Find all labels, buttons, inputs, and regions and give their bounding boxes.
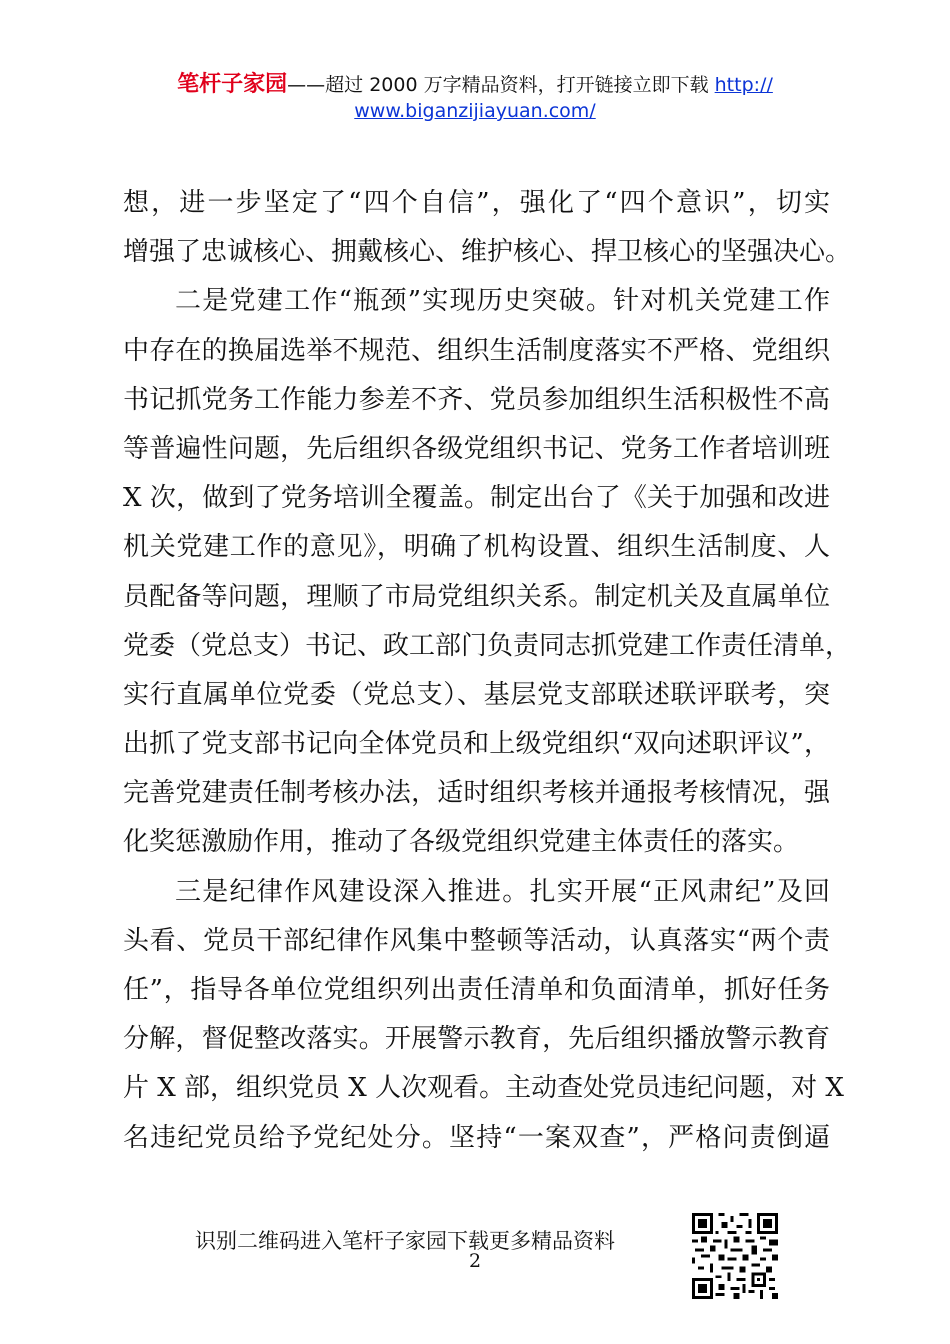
site-link-part1[interactable]: http://: [714, 74, 773, 96]
body-line: 党委（党总支）书记、政工部门负责同志抓党建工作责任清单，: [123, 630, 852, 661]
page-number: 2: [468, 1250, 482, 1272]
qr-code-icon[interactable]: [692, 1213, 778, 1299]
body-line: 员配备等问题，理顺了市局党组织关系。制定机关及直属单位: [123, 581, 830, 612]
header-tagline: ——超过 2000 万字精品资料，打开链接立即下载: [287, 74, 715, 96]
body-line: 书记抓党务工作能力参差不齐、党员参加组织生活积极性不高: [123, 384, 830, 415]
body-line: 片 X 部，组织党员 X 人次观看。主动查处党员违纪问题，对 X: [123, 1073, 844, 1104]
site-link-part2[interactable]: www.biganzijiayuan.com/: [354, 100, 596, 122]
body-line: 等普遍性问题，先后组织各级党组织书记、党务工作者培训班: [123, 433, 830, 464]
body-line: 化奖惩激励作用，推动了各级党组织党建主体责任的落实。: [123, 827, 800, 858]
body-line: 二是党建工作“瓶颈”实现历史突破。针对机关党建工作: [175, 286, 830, 317]
body-line: X 次，做到了党务培训全覆盖。制定出台了《关于加强和改进: [123, 483, 830, 514]
body-line: 机关党建工作的意见》，明确了机构设置、组织生活制度、人: [123, 532, 830, 563]
body-line: 头看、党员干部纪律作风集中整顿等活动，认真落实“两个责: [123, 925, 830, 956]
body-line: 三是纪律作风建设深入推进。扎实开展“正风肃纪”及回: [175, 876, 830, 907]
footer-text: 识别二维码进入笔杆子家园下载更多精品资料: [195, 1229, 615, 1253]
page-header: [0, 72, 950, 124]
document-body: [123, 179, 852, 1163]
body-line: 任”，指导各单位党组织列出责任清单和负面清单，抓好任务: [123, 975, 830, 1005]
body-line: 完善党建责任制考核办法，适时组织考核并通报考核情况，强: [123, 778, 830, 809]
header-line-2: [0, 98, 950, 124]
body-line: 想，进一步坚定了“四个自信”，强化了“四个意识”，切实: [123, 188, 830, 218]
body-line: 出抓了党支部书记向全体党员和上级党组织“双向述职评议”，: [123, 729, 830, 760]
body-line: 分解，督促整改落实。开展警示教育，先后组织播放警示教育: [123, 1024, 830, 1055]
body-line: 中存在的换届选举不规范、组织生活制度落实不严格、党组织: [123, 335, 830, 366]
body-line: 实行直属单位党委（党总支）、基层党支部联述联评联考，突: [123, 679, 830, 710]
header-line-1: [0, 72, 950, 98]
body-line: 增强了忠诚核心、拥戴核心、维护核心、捍卫核心的坚强决心。: [123, 237, 852, 268]
brand-name: 笔杆子家园: [177, 72, 288, 97]
body-line: 名违纪党员给予党纪处分。坚持“一案双查”，严格问责倒逼: [123, 1122, 830, 1153]
